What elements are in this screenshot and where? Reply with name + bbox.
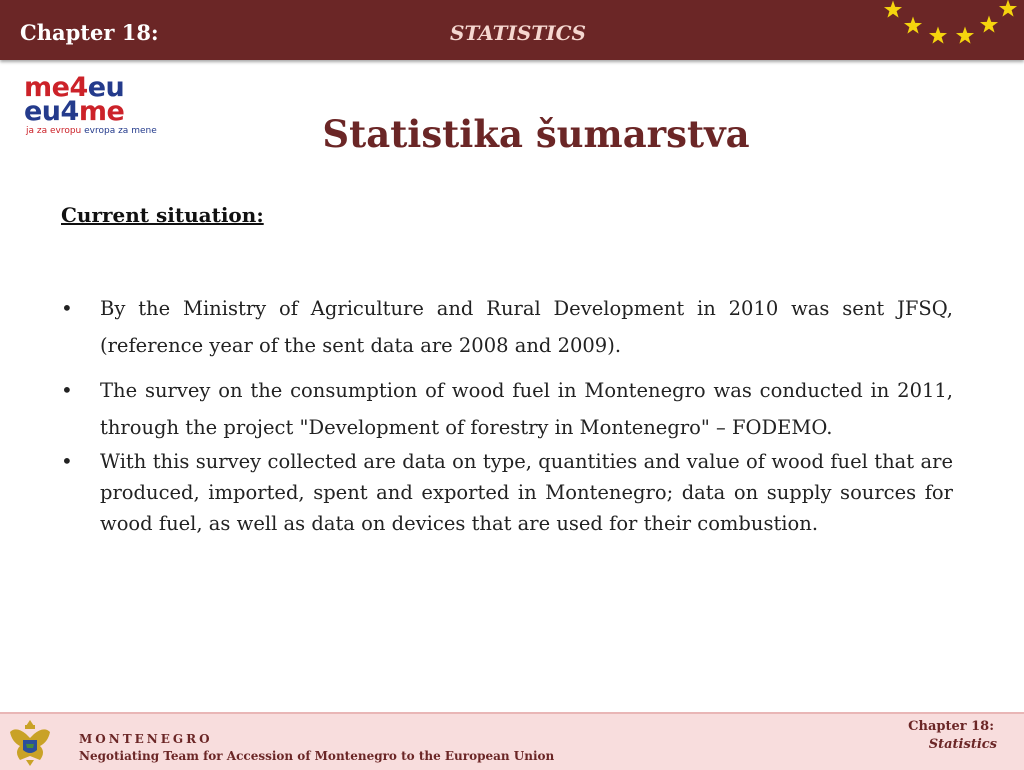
footer-country: MONTENEGRO [79, 732, 213, 746]
bullet-dot-icon: • [61, 378, 73, 402]
header-title: STATISTICS [450, 21, 586, 45]
logo-me4: me4 [24, 72, 88, 103]
bullet-dot-icon: • [61, 296, 73, 320]
header-bar [0, 0, 1024, 60]
bullet-dot-icon: • [61, 449, 73, 473]
logo-tagline-a: ja za evropu [26, 126, 82, 136]
section-heading: Current situation: [61, 203, 264, 227]
bullet-list [61, 290, 953, 539]
logo-eu: eu [87, 72, 125, 103]
logo-me: me [78, 96, 125, 127]
bullet-text: The survey on the consumption of wood fuel in Montenegro was conducted in 2011, through the project "Development of forestry in Montenegro" – FODEMO. [100, 379, 953, 439]
coat-of-arms-icon [6, 716, 54, 768]
bullet-text: With this survey collected are data on type, quantities and value of wood fuel that are produced, imported, spent and exported in Montenegro; data on supply sources for wood fuel, as well as data on devices that are used for their combustion. [100, 450, 953, 535]
logo-tagline-b: evropa za mene [81, 126, 157, 136]
footer-bar [0, 712, 1024, 770]
bullet-item [61, 446, 953, 539]
bullet-item [61, 290, 953, 364]
slide-title: Statistika šumarstva [322, 112, 750, 156]
eu-stars-icon [875, 0, 1024, 60]
footer-subject: Statistics [928, 737, 997, 752]
footer-team: Negotiating Team for Accession of Montenegro to the European Union [79, 749, 555, 763]
bullet-item [61, 372, 953, 446]
bullet-text: By the Ministry of Agriculture and Rural Development in 2010 was sent JFSQ, (reference year of the sent data are 2008 and 2009). [100, 297, 953, 357]
header-chapter-label: Chapter 18: [20, 20, 159, 45]
logo-eu4: eu4 [24, 96, 79, 127]
footer-chapter: Chapter 18: [908, 719, 994, 734]
